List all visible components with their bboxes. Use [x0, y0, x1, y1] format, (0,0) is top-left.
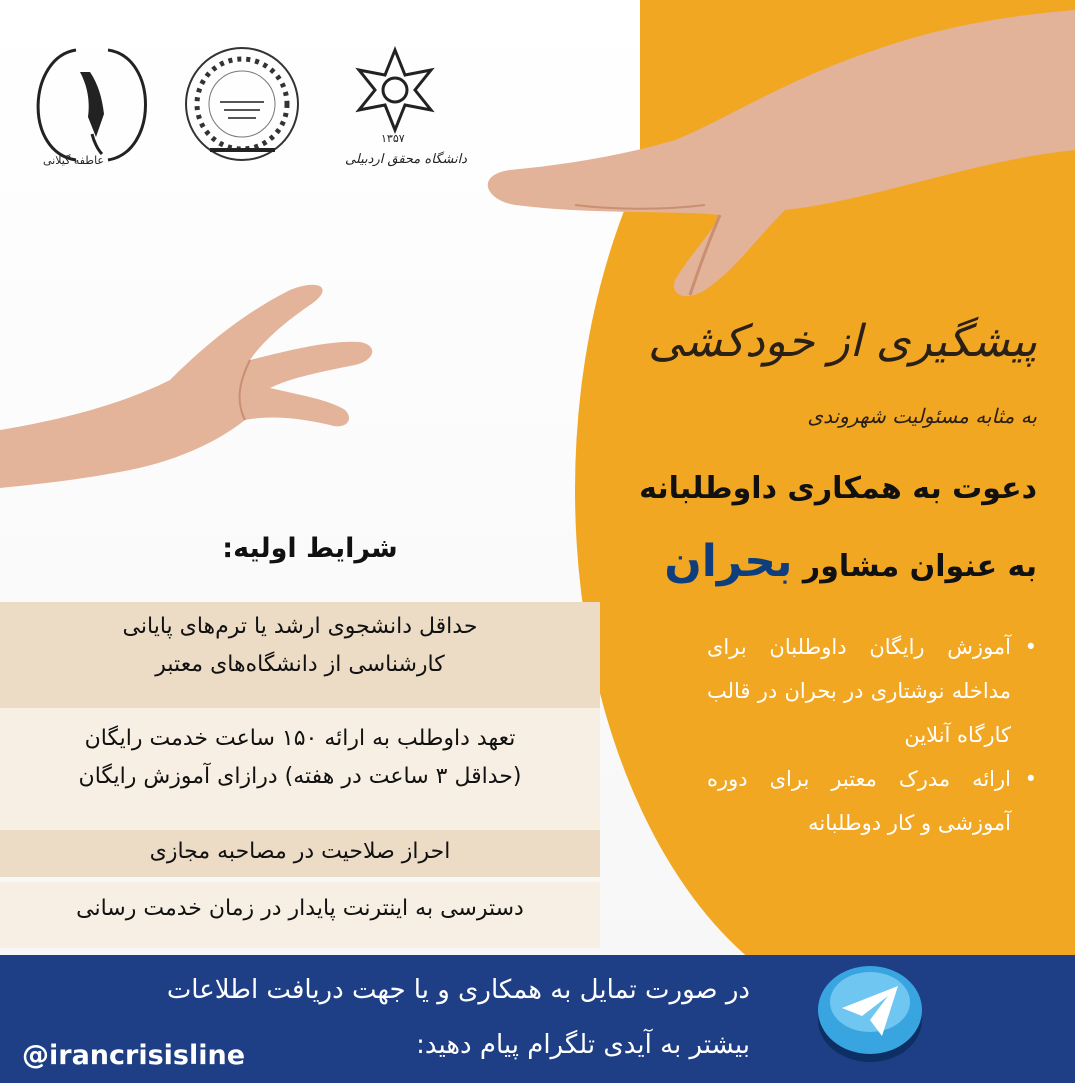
hand-logo-icon [18, 42, 163, 172]
university-logo-caption: دانشگاه محقق اردبیلی [345, 152, 467, 167]
role-headline [664, 536, 1037, 587]
role-headline-prefix: به عنوان مشاور [802, 549, 1037, 584]
telegram-icon[interactable] [810, 958, 930, 1072]
stamp-logo-icon [180, 42, 305, 167]
condition-row [0, 882, 600, 948]
university-logo-icon [333, 40, 467, 167]
role-headline-highlight: بحران [664, 536, 793, 587]
lower-hand-image [0, 270, 380, 490]
invitation-headline: دعوت به همکاری داوطلبانه [639, 471, 1037, 506]
condition-line: دسترسی به اینترنت پایدار در زمان خدمت رسانی [76, 896, 524, 921]
upper-hand-image [455, 10, 1075, 320]
hand-logo-caption: عاطفه گیلانی [43, 154, 104, 167]
footer-line-2: بیشتر به آیدی تلگرام پیام دهید: [416, 1030, 750, 1060]
condition-line: (حداقل ۳ ساعت در هفته) درازای آموزش رایگان [78, 764, 522, 789]
footer-line-1: در صورت تمایل به همکاری و یا جهت دریافت اطلاعات [166, 975, 750, 1005]
condition-line: کارشناسی از دانشگاه‌های معتبر [155, 652, 445, 677]
bullet-icon: • [1024, 767, 1037, 791]
university-logo-year: ۱۳۵۷ [381, 132, 405, 145]
campaign-subtitle: به مثابه مسئولیت شهروندی [807, 404, 1037, 428]
benefit-item [707, 625, 1037, 757]
benefit-text: آموزش رایگان داوطلبان برای مداخله نوشتاری در بحران در قالب کارگاه آنلاین [707, 635, 1011, 747]
benefits-list [707, 625, 1037, 845]
condition-line: تعهد داوطلب به ارائه ۱۵۰ ساعت خدمت رایگان [84, 726, 516, 751]
condition-row [0, 830, 600, 877]
condition-row [0, 602, 600, 708]
conditions-title: شرایط اولیه: [222, 533, 398, 564]
condition-line: احراز صلاحیت در مصاحبه مجازی [149, 839, 451, 864]
benefit-text: ارائه مدرک معتبر برای دوره آموزشی و کار دوطلبانه [707, 767, 1011, 835]
campaign-title: پیشگیری از خودکشی [648, 316, 1037, 367]
condition-row [0, 708, 600, 830]
telegram-handle-link[interactable]: @irancrisisline [22, 1040, 246, 1071]
benefit-item [707, 757, 1037, 845]
condition-line: حداقل دانشجوی ارشد یا ترم‌های پایانی [122, 614, 478, 639]
bullet-icon: • [1024, 635, 1037, 659]
